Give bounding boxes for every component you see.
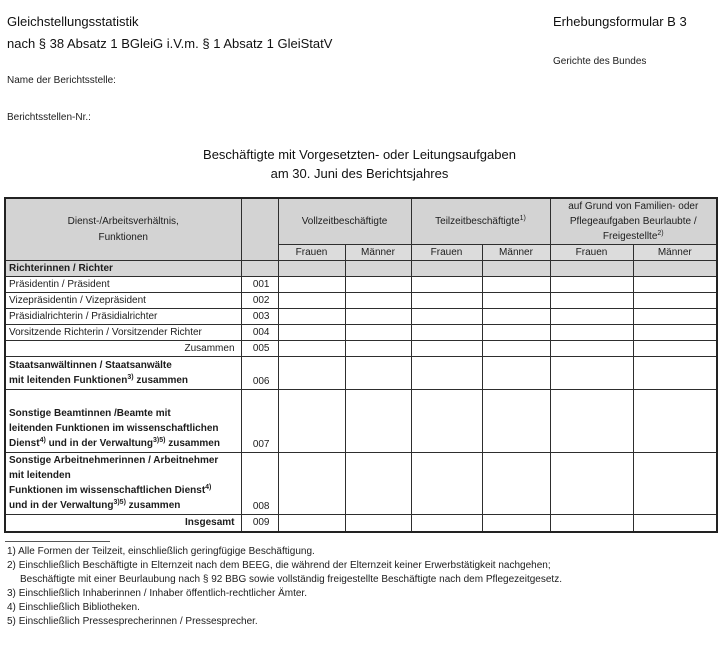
value-cell-teilzeit-frauen [411, 325, 482, 341]
table-row [5, 453, 717, 515]
value-cell-teilzeit-maenner [482, 390, 550, 453]
value-cell-beurlaubt-maenner [633, 309, 717, 325]
row-code: 008 [241, 453, 278, 515]
value-cell-teilzeit-frauen [411, 390, 482, 453]
value-cell-vollzeit-maenner [345, 309, 411, 325]
value-cell-teilzeit-frauen [411, 293, 482, 309]
subheader-leave-men: Männer [633, 245, 717, 261]
row-label-line: mit leitenden [9, 470, 71, 481]
table-row [5, 357, 717, 390]
row-label-subtotal: Zusammen [5, 341, 241, 357]
row-label-line: Sonstige Beamtinnen /Beamte mit [9, 408, 171, 419]
footnote-ref: 3) [127, 374, 134, 381]
footnote-ref: 4) [205, 484, 212, 491]
row-label-line: Sonstige Arbeitnehmerinnen / Arbeitnehmer [9, 455, 219, 466]
footnote-ref: 1) [519, 215, 526, 222]
row-code: 002 [241, 293, 278, 309]
footnote-ref: 4) [39, 437, 46, 444]
value-cell-teilzeit-frauen [411, 309, 482, 325]
footnote-number: 4) [7, 602, 16, 613]
row-label-total: Insgesamt [5, 515, 241, 532]
value-cell-teilzeit-maenner [482, 453, 550, 515]
value-cell-vollzeit-maenner [345, 277, 411, 293]
row-label [5, 390, 241, 453]
statistics-table [4, 197, 718, 533]
footnote-divider [5, 541, 110, 542]
column-group-leave-line2: Pflegeaufgaben Beurlaubte / [569, 216, 697, 227]
row-code: 005 [241, 341, 278, 357]
column-header-function [5, 198, 241, 261]
value-cell-teilzeit-maenner [482, 325, 550, 341]
form-name: Erhebungsformular B 3 [553, 14, 687, 29]
value-cell-vollzeit-frauen [278, 293, 345, 309]
row-label [5, 357, 241, 390]
value-cell-vollzeit-frauen [278, 309, 345, 325]
value-cell-beurlaubt-maenner [633, 515, 717, 532]
column-header-function-line2: Funktionen [98, 231, 148, 243]
footnotes [7, 545, 562, 629]
footnote-continuation [7, 573, 562, 587]
section-cell [345, 261, 411, 277]
value-cell-vollzeit-maenner [345, 453, 411, 515]
value-cell-vollzeit-maenner [345, 390, 411, 453]
row-label: Vorsitzende Richterin / Vorsitzender Richter [5, 325, 241, 341]
row-code: 001 [241, 277, 278, 293]
value-cell-teilzeit-frauen [411, 515, 482, 532]
row-label: Präsidentin / Präsident [5, 277, 241, 293]
footnote-ref: 3)5) [153, 437, 166, 444]
column-group-parttime [411, 198, 550, 245]
reporting-unit-name-label: Name der Berichtsstelle: [7, 75, 116, 86]
footnote-number: 3) [7, 588, 16, 599]
value-cell-teilzeit-maenner [482, 515, 550, 532]
table-row [5, 325, 717, 341]
row-label-text: zusammen [125, 500, 181, 511]
footnote [7, 545, 562, 559]
row-label-line [9, 373, 238, 388]
row-label-text: zusammen [165, 438, 220, 449]
section-code-cell [241, 261, 278, 277]
row-label-text: mit leitenden Funktionen [9, 375, 128, 386]
value-cell-teilzeit-maenner [482, 309, 550, 325]
section-cell [550, 261, 633, 277]
section-cell [482, 261, 550, 277]
subheader-parttime-men: Männer [482, 245, 550, 261]
value-cell-teilzeit-maenner [482, 357, 550, 390]
value-cell-beurlaubt-frauen [550, 515, 633, 532]
column-group-leave-line1: auf Grund von Familien- oder [568, 201, 699, 212]
subheader-leave-women: Frauen [550, 245, 633, 261]
value-cell-teilzeit-frauen [411, 277, 482, 293]
footnote-text: Alle Formen der Teilzeit, einschließlich geringfügige Beschäftigung. [18, 546, 315, 557]
footnote-ref: 2) [657, 230, 664, 237]
table-row-total [5, 515, 717, 532]
table-row [5, 341, 717, 357]
table-row [5, 277, 717, 293]
value-cell-vollzeit-maenner [345, 515, 411, 532]
footnote-text: Einschließlich Pressesprecherinnen / Pressesprecher. [18, 616, 258, 627]
column-group-leave [550, 198, 717, 245]
form-scope: Gerichte des Bundes [553, 56, 647, 67]
column-group-parttime-label: Teilzeitbeschäftigte [435, 216, 520, 227]
value-cell-teilzeit-maenner [482, 293, 550, 309]
row-label: Vizepräsidentin / Vizepräsident [5, 293, 241, 309]
value-cell-vollzeit-maenner [345, 293, 411, 309]
value-cell-beurlaubt-frauen [550, 341, 633, 357]
column-header-code [241, 198, 278, 261]
section-cell [633, 261, 717, 277]
value-cell-vollzeit-maenner [345, 325, 411, 341]
column-group-fulltime [278, 198, 411, 245]
row-label [5, 453, 241, 515]
row-label-text: und in der Verwaltung [9, 500, 114, 511]
value-cell-vollzeit-frauen [278, 277, 345, 293]
table-title-line1: Beschäftigte mit Vorgesetzten- oder Leitungsaufgaben [203, 147, 516, 162]
row-label-text: Dienst [9, 438, 40, 449]
row-code: 009 [241, 515, 278, 532]
footnote-number: 2) [7, 560, 16, 571]
footnote-number: 5) [7, 616, 16, 627]
value-cell-beurlaubt-maenner [633, 325, 717, 341]
value-cell-vollzeit-maenner [345, 357, 411, 390]
footnote [7, 601, 562, 615]
footnote-number: 1) [7, 546, 16, 557]
value-cell-beurlaubt-frauen [550, 390, 633, 453]
value-cell-teilzeit-maenner [482, 341, 550, 357]
row-label-text: Funktionen im wissenschaftlichen Dienst [9, 485, 206, 496]
row-code: 006 [241, 357, 278, 390]
table-title-line2: am 30. Juni des Berichtsjahres [270, 166, 449, 181]
value-cell-beurlaubt-frauen [550, 309, 633, 325]
value-cell-beurlaubt-maenner [633, 277, 717, 293]
value-cell-teilzeit-frauen [411, 453, 482, 515]
subheader-fulltime-women: Frauen [278, 245, 345, 261]
value-cell-vollzeit-frauen [278, 325, 345, 341]
document-title: Gleichstellungsstatistik [7, 14, 139, 29]
section-cell [278, 261, 345, 277]
row-label-line [9, 436, 238, 451]
value-cell-vollzeit-frauen [278, 453, 345, 515]
value-cell-beurlaubt-frauen [550, 357, 633, 390]
value-cell-beurlaubt-maenner [633, 341, 717, 357]
footnote-text: Einschließlich Beschäftigte in Elternzeit nach dem BEEG, die während der Elternzeit keiner Erwerbstätigkeit nachgehen; [18, 560, 551, 571]
table-row [5, 390, 717, 453]
column-group-fulltime-label: Vollzeitbeschäftigte [301, 216, 388, 227]
value-cell-beurlaubt-frauen [550, 325, 633, 341]
value-cell-beurlaubt-frauen [550, 453, 633, 515]
row-label-text: zusammen [133, 375, 189, 386]
value-cell-teilzeit-frauen [411, 341, 482, 357]
legal-basis: nach § 38 Absatz 1 BGleiG i.V.m. § 1 Absatz 1 GleiStatV [7, 36, 333, 51]
value-cell-beurlaubt-maenner [633, 390, 717, 453]
footnote-ref: 3)5) [113, 499, 126, 506]
row-code: 004 [241, 325, 278, 341]
row-label-line: Staatsanwältinnen / Staatsanwälte [9, 360, 172, 371]
value-cell-beurlaubt-maenner [633, 293, 717, 309]
section-row [5, 261, 717, 277]
section-label: Richterinnen / Richter [5, 261, 241, 277]
footnote [7, 559, 562, 573]
table-title [0, 145, 719, 183]
value-cell-vollzeit-frauen [278, 515, 345, 532]
value-cell-vollzeit-frauen [278, 390, 345, 453]
footnote [7, 615, 562, 629]
row-code: 007 [241, 390, 278, 453]
row-label-line: leitenden Funktionen im wissenschaftlichen [9, 423, 219, 434]
value-cell-vollzeit-frauen [278, 357, 345, 390]
value-cell-beurlaubt-maenner [633, 357, 717, 390]
footnote [7, 587, 562, 601]
value-cell-vollzeit-maenner [345, 341, 411, 357]
row-code: 003 [241, 309, 278, 325]
value-cell-beurlaubt-frauen [550, 293, 633, 309]
table-row [5, 309, 717, 325]
footnote-text: Beschäftigte mit einer Beurlaubung nach § 92 BBG sowie vollständig freigestellte Beschäftigte nach dem Pflegezeitgesetz. [20, 574, 562, 585]
value-cell-teilzeit-frauen [411, 357, 482, 390]
value-cell-teilzeit-maenner [482, 277, 550, 293]
row-label-line [9, 483, 238, 498]
section-cell [411, 261, 482, 277]
footnote-text: Einschließlich Inhaberinnen / Inhaber öffentlich-rechtlicher Ämter. [18, 588, 307, 599]
column-header-function-line1: Dienst-/Arbeitsverhältnis, [67, 215, 179, 227]
column-group-leave-line3: Freigestellte [602, 231, 658, 242]
table-row [5, 293, 717, 309]
footnote-text: Einschließlich Bibliotheken. [18, 602, 140, 613]
reporting-unit-number-label: Berichtsstellen-Nr.: [7, 112, 91, 123]
subheader-parttime-women: Frauen [411, 245, 482, 261]
subheader-fulltime-men: Männer [345, 245, 411, 261]
value-cell-beurlaubt-maenner [633, 453, 717, 515]
row-label-text: und in der Verwaltung [45, 438, 154, 449]
value-cell-beurlaubt-frauen [550, 277, 633, 293]
row-label-line [9, 498, 238, 513]
value-cell-vollzeit-frauen [278, 341, 345, 357]
row-label: Präsidialrichterin / Präsidialrichter [5, 309, 241, 325]
